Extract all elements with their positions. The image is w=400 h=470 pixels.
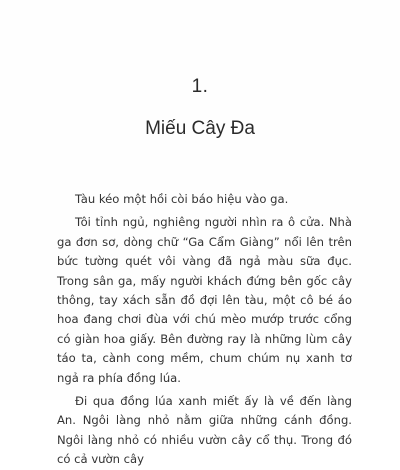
body-text [57,190,352,470]
paragraph: Tàu kéo một hồi còi báo hiệu vào ga. [75,192,289,206]
paragraph: Tôi tỉnh ngủ, nghiêng người nhìn ra ô cửa. Nhà ga đơn sơ, dòng chữ “Ga Cẩm Giàng” nổi lên trên bức tường quét vôi vàng đã ngả màu sữa đục. Trong sân ga, mấy người khách đứng bên gốc cây thông, tay xách sẵn đồ đợi lên tàu, một cô bé áo hoa đang chơi đùa với chú mèo mướp trước cổng có giàn hoa giấy. Bên đường ray là những lùm cây táo ta, cành cong mềm, chum chúm nụ xanh tơ ngả ra phía đồng lúa. [57,215,352,385]
chapter-number: 1. [191,76,209,97]
paragraph: Đi qua đồng lúa xanh miết ấy là về đến làng An. Ngôi làng nhỏ nằm giữa những cánh đồng. Ngôi làng nhỏ có nhiều vườn cây cổ thụ. Trong đó có cả vườn cây [57,394,352,467]
chapter-title: Miếu Cây Đa [145,118,255,139]
